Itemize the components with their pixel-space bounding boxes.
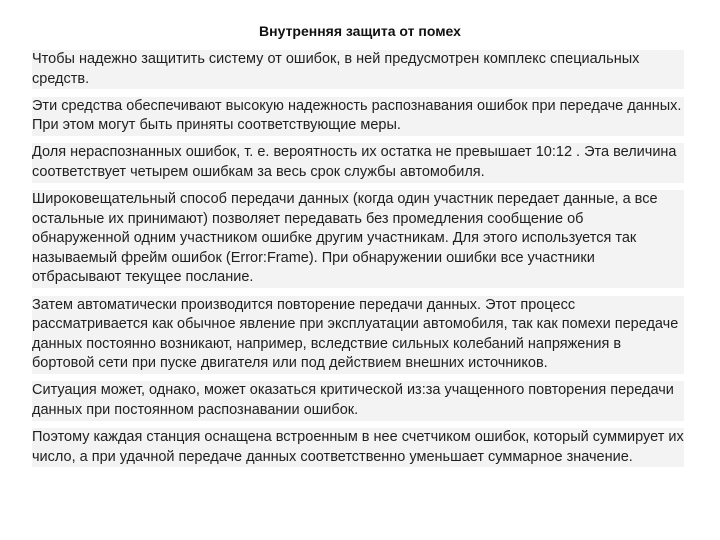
paragraph-5: Затем автоматически производится повторение передачи данных. Этот процесс рассматривается как обычное явление при эксплуатации автомобиля, так как помехи передаче данных постоянно возникают, например, вследствие сильных колебаний напряжения в бортовой сети при пуске двигателя или под действием внешних источников. <box>32 296 684 374</box>
text-body <box>32 50 684 475</box>
paragraph-2: Эти средства обеспечивают высокую надежность распознавания ошибок при передаче данных. При этом могут быть приняты соответствующие меры. <box>32 97 684 136</box>
paragraph-4: Широковещательный способ передачи данных (когда один участник передает данные, а все остальные их принимают) позволяет передавать без промедления сообщение об обнаруженной одним участником ошибке другим участникам. Для этого используется так называемый фрейм ошибок (Error:Frame). При обнаружении ошибки все участники отбрасывают текущее послание. <box>32 190 684 288</box>
page-title: Внутренняя защита от помех <box>259 23 461 39</box>
paragraph-6: Ситуация может, однако, может оказаться критической из:за учащенного повторения передачи данных при постоянном распознавании ошибок. <box>32 381 684 420</box>
paragraph-3: Доля нераспознанных ошибок, т. е. вероятность их остатка не превышает 10:12 . Эта величина соответствует четырем ошибкам за весь срок службы автомобиля. <box>32 143 684 182</box>
paragraph-1: Чтобы надежно защитить систему от ошибок, в ней предусмотрен комплекс специальных средств. <box>32 50 684 89</box>
paragraph-7: Поэтому каждая станция оснащена встроенным в нее счетчиком ошибок, который суммирует их число, а при удачной передаче данных соответственно уменьшает суммарное значение. <box>32 428 684 467</box>
